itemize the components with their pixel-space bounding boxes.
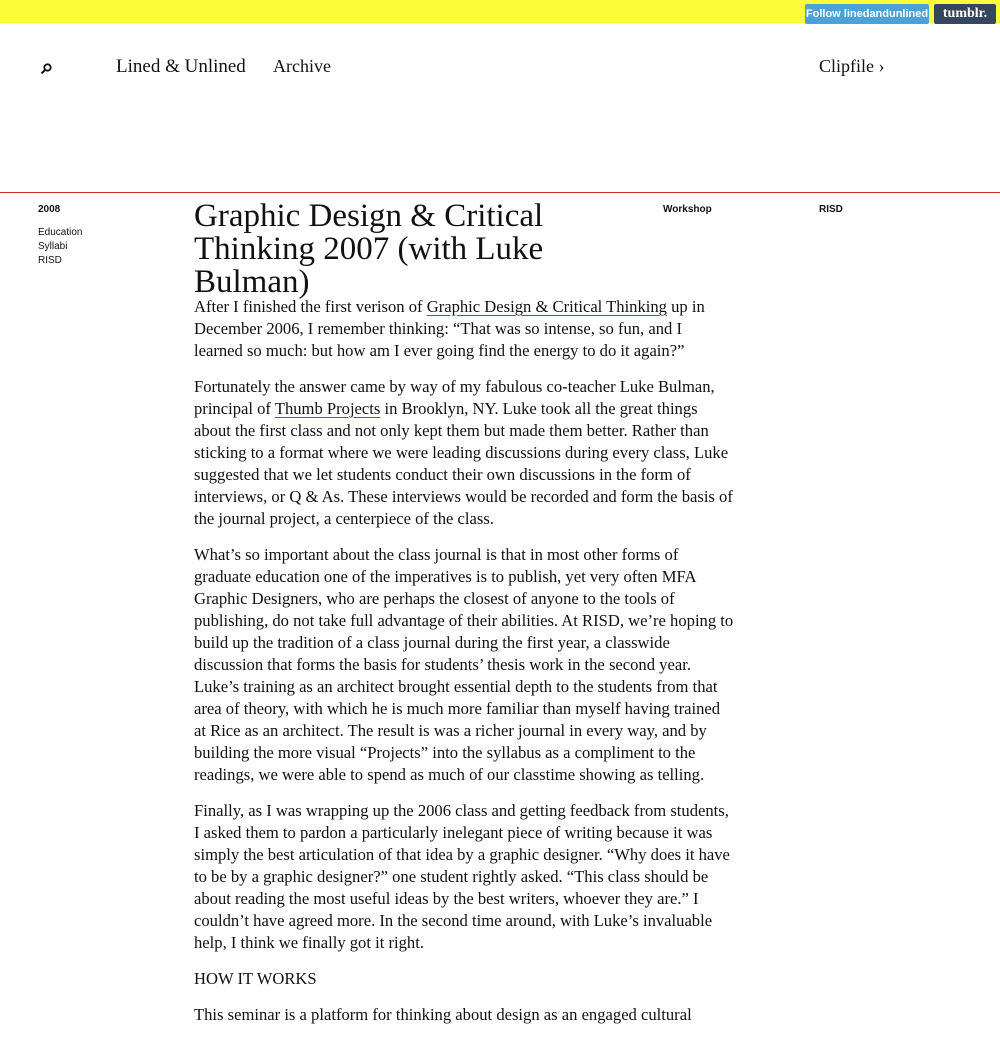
tumblr-logo-button[interactable]: tumblr. [934,4,996,24]
site-title-link[interactable]: Lined & Unlined [116,56,246,77]
paragraph: This seminar is a platform for thinking about design as an engaged cultural [194,1005,692,1024]
post-category-link[interactable]: Workshop [663,204,712,215]
graphic-design-critical-thinking-link[interactable]: Graphic Design & Critical Thinking [426,297,667,316]
tumblr-controls-bar [0,0,1000,23]
archive-link[interactable]: Archive [273,56,331,76]
post-tags [38,226,82,268]
post-school-link[interactable]: RISD [819,204,843,215]
header-divider [0,192,1000,193]
paragraph-text: in Brooklyn, NY. Luke took all the great things about the first class and not only kept them but made them better. Rather than sticking to a format where we were leading discussions during every class, Luke suggested that we let students conduct their own discussions in the form of interviews, or Q & As. These interviews would be recorded and form the basis of the journal project, a centerpiece of the class. [194,399,733,528]
post-body [194,296,734,1040]
thumb-projects-link[interactable]: Thumb Projects [274,399,381,418]
paragraph [194,296,734,362]
section-heading: HOW IT WORKS [194,969,317,988]
tag-link[interactable]: Syllabi [38,241,68,252]
tag-link[interactable]: RISD [38,255,62,266]
paragraph [194,376,734,530]
paragraph-text: up in December 2006, I remember thinking: “That was so intense, so fun, and I learned so much: but how am I ever going find the energy to do it again?” [194,297,705,360]
paragraph-text: After I finished the first verison of [194,297,427,316]
paragraph-text: Fortunately the answer came by way of my fabulous co-teacher Luke Bulman, principal of [194,377,715,418]
paragraph: What’s so important about the class journal is that in most other forms of graduate education one of the imperatives is to publish, yet very often MFA Graphic Designers, who are perhaps the closest of anyone to the tools of publishing, do not take full advantage of their abilities. At RISD, we’re hoping to build up the tradition of a class journal during the first year, a classwide discussion that forms the basis for students’ thesis work in the second year. Luke’s training as an architect brought essential depth to the students from that area of theory, with which he is much more familiar than myself having trained at Rice as an architect. The result is was a richer journal in every way, and by building the more visual “Projects” into the syllabus as a compliment to the readings, we were able to spend as much of our classtime showing as telling. [194,545,734,784]
paragraph: Finally, as I was wrapping up the 2006 class and getting feedback from students, I asked them to pardon a particularly inelegant piece of writing because it was simply the best articulation of that idea by a graphic designer. “Why does it have to be by a graphic designer?” one student rightly asked. “This class should be about reading the most useful ideas by the best writers, whoever they are.” I couldn’t have agreed more. In the second time around, with Luke’s invaluable help, I think we finally got it right. [194,801,730,952]
follow-button[interactable]: Follow linedandunlined [805,4,929,24]
clipfile-link[interactable]: Clipfile › [819,56,885,76]
post-year: 2008 [38,204,61,215]
tag-link[interactable]: Education [38,227,83,238]
post-title: Graphic Design & Critical Thinking 2007 (with Luke Bulman) [194,198,544,300]
search-icon[interactable] [39,62,53,76]
